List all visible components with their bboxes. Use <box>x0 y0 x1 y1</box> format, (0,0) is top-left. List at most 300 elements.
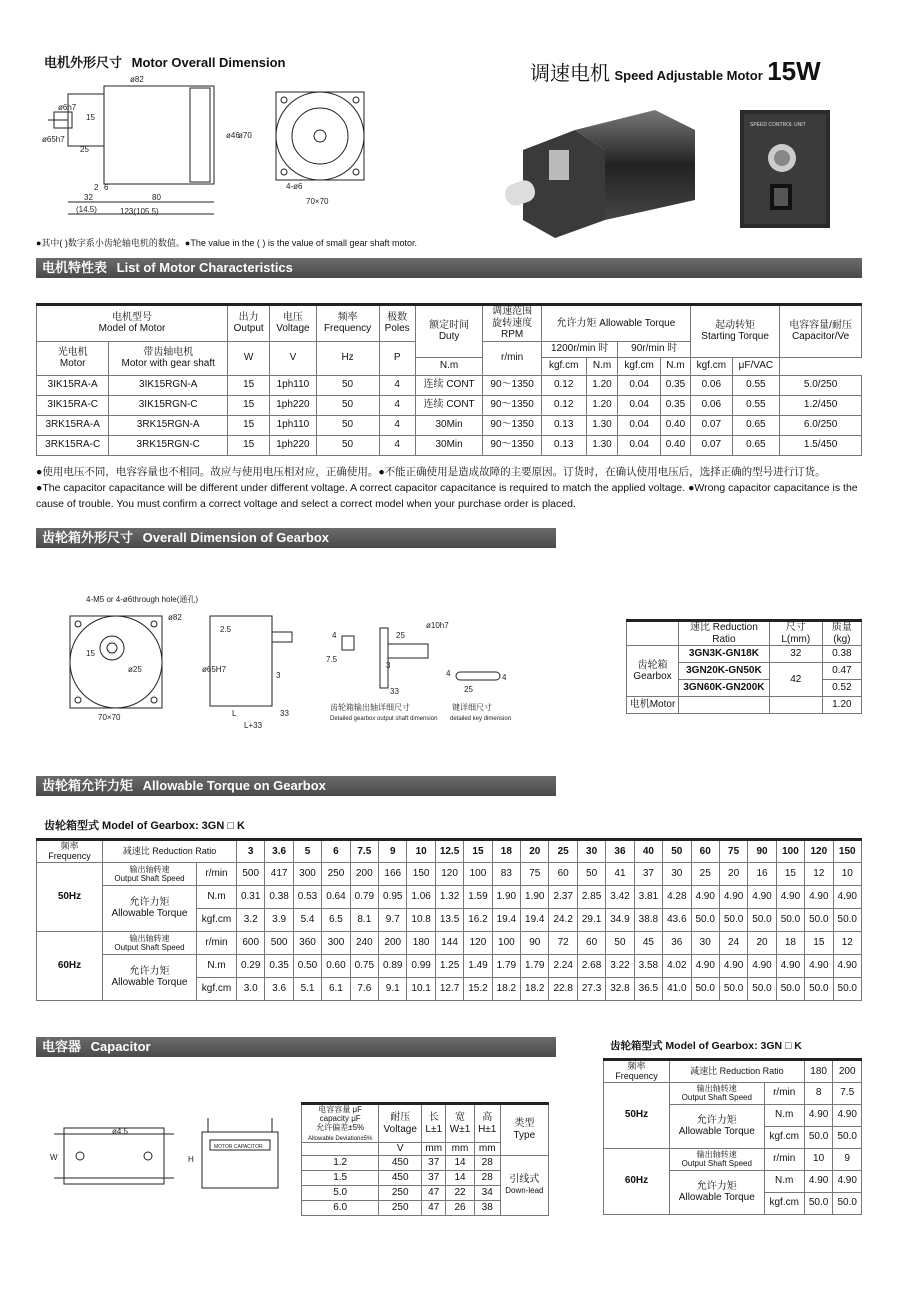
data-cell: 50.0 <box>748 908 776 931</box>
data-cell: 450 <box>379 1170 422 1185</box>
product-en: Speed Adjustable Motor <box>614 68 763 83</box>
header-cell: 电压 <box>282 311 303 323</box>
gearbox-label-en: Gearbox <box>633 671 672 682</box>
label-cell: 输出轴转速 <box>696 1084 737 1093</box>
power-rating: 15W <box>767 56 821 86</box>
data-cell: 4.90 <box>833 885 861 908</box>
data-cell: 0.65 <box>732 415 780 435</box>
data-cell: 1.30 <box>586 435 618 455</box>
data-cell: 2.68 <box>577 954 605 977</box>
dim-label: ø6h7 <box>58 103 77 112</box>
table-header-row <box>37 840 862 863</box>
mass-cell: 0.38 <box>822 646 861 663</box>
label-text: Allowable Torque <box>111 977 188 989</box>
header-cell: capacity μF <box>319 1114 361 1124</box>
unit-cell: kgf.cm <box>764 1192 804 1214</box>
data-cell: 32.8 <box>606 977 634 1000</box>
ratio-cell: 36 <box>606 840 634 863</box>
data-cell: 1.20 <box>586 375 618 395</box>
data-cell: 83 <box>492 862 520 885</box>
data-cell: 450 <box>379 1155 422 1170</box>
data-cell: 0.35 <box>660 395 690 415</box>
data-cell: 1.2/450 <box>780 395 862 415</box>
data-cell: 0.89 <box>379 954 407 977</box>
header-cell: Starting Torque <box>701 331 769 343</box>
label-cell: 允许力矩 <box>696 1180 737 1192</box>
data-cell: 15 <box>228 435 270 455</box>
data-cell: 50.0 <box>833 977 861 1000</box>
header-cell: 尺寸 L(mm) <box>769 621 822 646</box>
data-cell: 0.13 <box>541 415 586 435</box>
data-cell: 1ph110 <box>270 375 316 395</box>
data-cell: 4.90 <box>719 954 747 977</box>
section-cn: 齿轮箱允许力矩 <box>42 778 134 793</box>
data-cell: 4.90 <box>804 1170 833 1192</box>
data-cell: 50 <box>316 415 379 435</box>
ratio-cell: 25 <box>549 840 577 863</box>
label-cell: 输出轴转速 <box>696 1150 737 1159</box>
ratio-cell: 90 <box>748 840 776 863</box>
data-cell: 144 <box>435 931 463 954</box>
header-cell: V <box>270 341 316 375</box>
data-cell: 90～1350 <box>483 375 541 395</box>
data-cell: 75 <box>521 862 549 885</box>
data-cell: 15 <box>776 862 804 885</box>
mass-cell: 1.20 <box>822 697 861 714</box>
data-cell: 25 <box>691 862 719 885</box>
data-cell: 45 <box>634 931 662 954</box>
dim-label: 4 <box>332 631 337 640</box>
dim-label: 4 <box>446 669 451 678</box>
data-cell: 10 <box>833 862 861 885</box>
dim-label: 6 <box>104 183 109 192</box>
data-cell: 60 <box>549 862 577 885</box>
dim-label: L <box>232 709 237 718</box>
header-cell: 出力 <box>238 311 259 323</box>
data-cell: 100 <box>464 862 492 885</box>
data-cell: 1.59 <box>464 885 492 908</box>
data-cell: 50.0 <box>691 977 719 1000</box>
ratio-cell: 75 <box>719 840 747 863</box>
header-cell: W <box>228 341 270 375</box>
data-cell: 12 <box>805 862 833 885</box>
data-cell: 0.40 <box>660 415 690 435</box>
data-cell: 6.0 <box>302 1200 379 1215</box>
dim-label: 7.5 <box>326 655 338 664</box>
data-cell: 29.1 <box>577 908 605 931</box>
data-cell: 3.6 <box>265 977 293 1000</box>
data-cell: 0.75 <box>350 954 378 977</box>
data-cell: 9 <box>833 1148 862 1170</box>
data-cell: 37 <box>422 1170 446 1185</box>
data-cell: 3RK15RA-A <box>37 415 109 435</box>
data-cell: 50.0 <box>776 908 804 931</box>
dim-label: ø65h7 <box>42 135 65 144</box>
data-cell: 0.04 <box>618 375 660 395</box>
section-en: Capacitor <box>90 1039 151 1054</box>
header-cell: 电机型号 <box>112 311 153 323</box>
header-cell: Motor <box>59 358 86 369</box>
data-cell: 18.2 <box>521 977 549 1000</box>
label-cell <box>103 885 197 931</box>
header-cell: Voltage <box>383 1123 417 1135</box>
header-cell: Motor with gear shaft <box>121 358 215 369</box>
note-cn: ●使用电压不同，电容容量也不相同。故应与使用电压相对应，正确使用。●不能正确使用是造成故障的主要原因。订货时，在确认使用电压后，选择正确的型号进行订货。 <box>36 466 826 478</box>
data-cell: 4.90 <box>804 1104 833 1126</box>
dim-label: 4-ø6 <box>286 182 303 191</box>
unit-cell: kgf.cm <box>764 1126 804 1148</box>
motor-drawing-note: ●其中( )数字系小齿轮轴电机的数值。●The value in the ( ) is the value of small gear shaft motor. <box>36 238 417 248</box>
data-cell: 50 <box>577 862 605 885</box>
label-cell <box>103 931 197 954</box>
dim-label: ø82 <box>130 75 144 84</box>
note-en: ●The capacitor capacitance will be different under different voltage. A correct capacitor capacitance is required to match the applied voltage. ●Wrong capacitor capacitance is the cause of trouble. You must confirm a correct voltage and select a correct model when your purchase order is placed. <box>36 482 858 510</box>
data-cell: 12 <box>833 931 861 954</box>
unit-cell: r/min <box>764 1148 804 1170</box>
data-cell: 30 <box>691 931 719 954</box>
ratio-cell: 150 <box>833 840 861 863</box>
header-cell: kgf.cm <box>541 357 586 375</box>
freq-cell: 60Hz <box>604 1148 670 1214</box>
data-cell: 3RK15RA-C <box>37 435 109 455</box>
data-cell: 4.90 <box>691 954 719 977</box>
header-cell: 频率 Frequency <box>604 1060 670 1083</box>
data-cell: 0.95 <box>379 885 407 908</box>
data-cell: 50.0 <box>805 977 833 1000</box>
data-cell: 90～1350 <box>483 435 541 455</box>
header-cell: 旋转速度 <box>492 317 533 329</box>
header-cell: 起动转矩 <box>715 319 756 331</box>
data-cell: 50.0 <box>748 977 776 1000</box>
data-cell: 连续 CONT <box>415 375 483 395</box>
header-cell: 1200r/min 时 <box>541 341 618 357</box>
motor-dimension-drawing <box>40 72 380 232</box>
unit-cell: N.m <box>764 1170 804 1192</box>
ratio-cell: 20 <box>521 840 549 863</box>
data-cell: 1.79 <box>521 954 549 977</box>
data-cell: 6.5 <box>322 908 350 931</box>
data-cell: 90～1350 <box>483 415 541 435</box>
gearbox-spec-table <box>626 619 862 714</box>
data-cell: 9.7 <box>379 908 407 931</box>
data-cell: 500 <box>265 931 293 954</box>
table-row <box>37 862 862 885</box>
label-text: 输出轴转速 <box>129 864 170 874</box>
data-cell: 4.90 <box>748 954 776 977</box>
header-cell: r/min <box>483 341 541 375</box>
data-cell: 50 <box>316 435 379 455</box>
shaft-caption-cn: 齿轮箱输出轴详细尺寸 <box>330 703 410 712</box>
motor-characteristics-table <box>36 303 862 456</box>
header-cell: 极数 <box>387 311 408 323</box>
ratio-cell: 100 <box>776 840 804 863</box>
header-cell: 调速范围 <box>492 306 533 317</box>
dim-label: ø70 <box>238 131 252 140</box>
data-cell: 4.90 <box>748 885 776 908</box>
data-cell: 20 <box>719 862 747 885</box>
motor-photo <box>505 110 705 240</box>
header-cell: Hz <box>316 341 379 375</box>
title-en: Motor Overall Dimension <box>131 55 286 70</box>
data-cell: 0.31 <box>237 885 265 908</box>
data-cell: 50.0 <box>833 1126 862 1148</box>
torque-model-label: 齿轮箱型式 Model of Gearbox: 3GN □ K <box>44 820 245 832</box>
data-cell: 4 <box>379 375 415 395</box>
dim-label: 15 <box>86 113 95 122</box>
data-cell: 3IK15RA-A <box>37 375 109 395</box>
data-cell: 24 <box>719 931 747 954</box>
data-cell: 3.42 <box>606 885 634 908</box>
header-cell: 减速比 Reduction Ratio <box>103 840 237 863</box>
data-cell: 1.5/450 <box>780 435 862 455</box>
motor-label-cn: 电机 <box>629 699 650 711</box>
table-row <box>37 435 862 455</box>
data-cell: 0.65 <box>732 435 780 455</box>
data-cell: 500 <box>237 862 265 885</box>
data-cell: 9.1 <box>379 977 407 1000</box>
dim-label: 80 <box>152 193 161 202</box>
header-cell: Duty <box>438 331 460 343</box>
data-cell: 3IK15RGN-C <box>109 395 228 415</box>
label-text: Output Shaft Speed <box>114 873 185 883</box>
motor-label-en: Motor <box>649 699 676 711</box>
data-cell: 16 <box>748 862 776 885</box>
data-cell: 4 <box>379 415 415 435</box>
data-cell: 2.37 <box>549 885 577 908</box>
freq-cell: 50Hz <box>37 862 103 931</box>
motor-dimension-title <box>44 52 286 71</box>
data-cell: 90～1350 <box>483 395 541 415</box>
data-cell: 1ph220 <box>270 435 316 455</box>
dim-label: 70×70 <box>98 713 121 722</box>
data-cell: 0.07 <box>691 415 733 435</box>
header-cell: 类型 <box>514 1118 535 1130</box>
data-cell: 1ph110 <box>270 415 316 435</box>
data-cell: 7.6 <box>350 977 378 1000</box>
data-cell: 1.20 <box>586 395 618 415</box>
dim-label: H <box>188 1155 194 1164</box>
data-cell: 90 <box>521 931 549 954</box>
ratio-cell: 60 <box>691 840 719 863</box>
data-cell: 50.0 <box>719 977 747 1000</box>
data-cell: 30 <box>663 862 691 885</box>
size-cell: 32 <box>769 646 822 663</box>
header-cell: 质量(kg) <box>822 621 861 646</box>
dim-label: L+33 <box>244 721 263 730</box>
data-cell: 15 <box>228 415 270 435</box>
data-cell: 0.12 <box>541 395 586 415</box>
data-cell: 300 <box>293 862 321 885</box>
data-cell: 3RK15RGN-C <box>109 435 228 455</box>
data-cell: 10 <box>804 1148 833 1170</box>
data-cell: 18 <box>776 931 804 954</box>
data-cell: 4.90 <box>719 885 747 908</box>
dim-label: 3 <box>276 671 281 680</box>
ratio-cell: 3 <box>237 840 265 863</box>
header-cell: 频率 Frequency <box>37 840 103 863</box>
data-cell: 60 <box>577 931 605 954</box>
dim-label: 33 <box>280 709 289 718</box>
header-cell: P <box>379 341 415 375</box>
data-cell: 1.2 <box>302 1155 379 1170</box>
data-cell: 4.28 <box>663 885 691 908</box>
data-cell: 0.53 <box>293 885 321 908</box>
header-cell: 允许力矩 Allowable Torque <box>541 305 690 342</box>
table-row <box>37 885 862 908</box>
header-cell: Type <box>513 1129 536 1141</box>
capacitor-drawing <box>44 1110 294 1200</box>
data-cell: 3.22 <box>606 954 634 977</box>
unit-cell: N.m <box>197 954 237 977</box>
data-cell: 150 <box>407 862 435 885</box>
data-cell: 3.9 <box>265 908 293 931</box>
data-cell: 1.49 <box>464 954 492 977</box>
label-cell: Allowable Torque <box>678 1126 755 1138</box>
data-cell: 1.90 <box>521 885 549 908</box>
data-cell: 3.2 <box>237 908 265 931</box>
data-cell: 250 <box>379 1185 422 1200</box>
data-cell: 0.06 <box>691 395 733 415</box>
data-cell: 16.2 <box>464 908 492 931</box>
data-cell: 5.1 <box>293 977 321 1000</box>
header-cell: 90r/min 时 <box>618 341 691 357</box>
table-row <box>37 931 862 954</box>
section-cn: 齿轮箱外形尺寸 <box>42 530 134 545</box>
torque2-table <box>603 1058 862 1215</box>
header-cell: mm <box>422 1143 446 1156</box>
dim-label: 25 <box>464 685 473 694</box>
label-cell: Allowable Torque <box>678 1192 755 1204</box>
gearbox-dimension-drawing <box>64 592 524 737</box>
data-cell: 240 <box>350 931 378 954</box>
ratio-cell: 6 <box>322 840 350 863</box>
type-en: Down-lead <box>505 1186 544 1196</box>
data-cell: 1ph220 <box>270 395 316 415</box>
data-cell: 3IK15RGN-A <box>109 375 228 395</box>
data-cell: 20 <box>748 931 776 954</box>
data-cell: 0.35 <box>265 954 293 977</box>
freq-cell: 60Hz <box>37 931 103 1000</box>
data-cell: 0.55 <box>732 375 780 395</box>
unit-cell: N.m <box>197 885 237 908</box>
dim-label: 70×70 <box>306 197 329 206</box>
data-cell: 360 <box>293 931 321 954</box>
data-cell: 6.0/250 <box>780 415 862 435</box>
section-en: List of Motor Characteristics <box>116 260 293 275</box>
data-cell: 28 <box>474 1155 500 1170</box>
header-cell: V <box>379 1143 422 1156</box>
data-cell: 417 <box>265 862 293 885</box>
data-cell: 3RK15RGN-A <box>109 415 228 435</box>
mass-cell: 0.52 <box>822 680 861 697</box>
data-cell: 连续 CONT <box>415 395 483 415</box>
label-text: Allowable Torque <box>111 908 188 920</box>
label-cell <box>103 954 197 1000</box>
ratio-cell: 3GN60K-GN200K <box>679 680 770 697</box>
header-cell: Output <box>233 323 264 335</box>
data-cell: 19.4 <box>492 908 520 931</box>
data-cell: 100 <box>492 931 520 954</box>
section-en: Overall Dimension of Gearbox <box>142 530 330 545</box>
label-cell: Output Shaft Speed <box>681 1159 752 1169</box>
header-cell: mm <box>474 1143 500 1156</box>
dim-label: 25 <box>80 145 89 154</box>
data-cell: 7.5 <box>833 1082 862 1104</box>
header-cell: 长 <box>428 1112 439 1124</box>
header-cell: 宽 <box>455 1112 466 1124</box>
data-cell: 50.0 <box>691 908 719 931</box>
header-cell: H±1 <box>478 1123 497 1135</box>
dim-label: ø46 <box>226 131 240 140</box>
section-cn: 电容器 <box>42 1039 82 1054</box>
header-cell: 耐压 <box>390 1112 411 1124</box>
label-text: 允许力矩 <box>129 896 170 908</box>
data-cell: 50.0 <box>776 977 804 1000</box>
data-cell: 27.3 <box>577 977 605 1000</box>
unit-cell: kgf.cm <box>197 977 237 1000</box>
data-cell: 4.90 <box>805 954 833 977</box>
header-cell: 额定时间 <box>429 319 470 331</box>
type-cn: 引线式 <box>509 1173 540 1185</box>
data-cell: 41.0 <box>663 977 691 1000</box>
data-cell: 8 <box>804 1082 833 1104</box>
data-cell: 600 <box>237 931 265 954</box>
data-cell: 0.99 <box>407 954 435 977</box>
dim-label: 123(105.5) <box>120 207 159 216</box>
data-cell: 250 <box>379 1200 422 1215</box>
data-cell: 50 <box>606 931 634 954</box>
data-cell: 15 <box>228 395 270 415</box>
data-cell: 300 <box>322 931 350 954</box>
data-cell: 5.4 <box>293 908 321 931</box>
ratio-cell: 15 <box>464 840 492 863</box>
dim-label: 32 <box>84 193 93 202</box>
ratio-cell: 9 <box>379 840 407 863</box>
data-cell: 47 <box>422 1185 446 1200</box>
dim-label: (14.5) <box>76 205 97 214</box>
header-cell: 允许偏差±5% <box>316 1123 365 1133</box>
header-cell: kgf.cm <box>691 357 733 375</box>
data-cell: 2.85 <box>577 885 605 908</box>
data-cell: 0.35 <box>660 375 690 395</box>
data-cell: 200 <box>379 931 407 954</box>
data-cell: 36.5 <box>634 977 662 1000</box>
data-cell: 0.79 <box>350 885 378 908</box>
data-cell: 6.1 <box>322 977 350 1000</box>
dim-label: ø82 <box>168 613 182 622</box>
product-title <box>530 56 821 87</box>
header-cell: N.m <box>586 357 618 375</box>
data-cell: 120 <box>435 862 463 885</box>
dim-label: 2.5 <box>220 625 232 634</box>
data-cell: 4.90 <box>805 885 833 908</box>
data-cell: 0.04 <box>618 415 660 435</box>
header-cell: Capacitor/Ve <box>791 331 850 343</box>
data-cell: 50.0 <box>833 908 861 931</box>
data-cell: 4 <box>379 395 415 415</box>
data-cell: 15 <box>228 375 270 395</box>
ratio-cell: 12.5 <box>435 840 463 863</box>
table-row <box>37 415 862 435</box>
data-cell: 0.04 <box>618 435 660 455</box>
ratio-cell: 180 <box>804 1060 833 1083</box>
capacitor-section-header <box>36 1037 556 1057</box>
ratio-cell: 10 <box>407 840 435 863</box>
data-cell: 0.29 <box>237 954 265 977</box>
dim-label: ø25 <box>128 665 142 674</box>
data-cell: 4.90 <box>691 885 719 908</box>
data-cell: 0.12 <box>541 375 586 395</box>
